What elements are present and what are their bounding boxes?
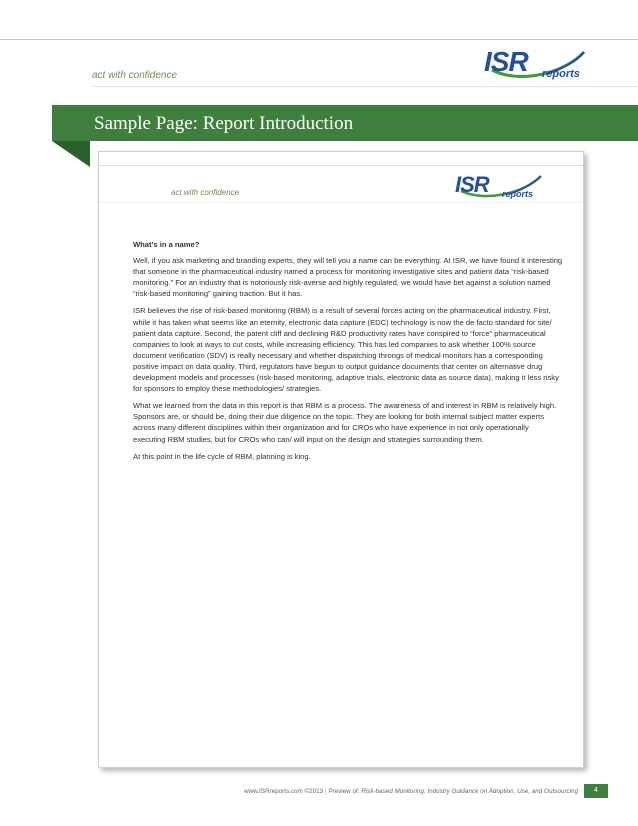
inner-tagline: act with confidence — [171, 188, 240, 197]
paragraph-1: Well, if you ask marketing and branding experts, they will tell you a name can be everything. At ISR, we have found it interesting that someone in the pharmaceutical industry named a process for monitoring investigative sites and patient data “risk-based monitoring.” For an industry that is notoriously risk-averse and highly regulated, we would have bet against a solution named “risk-based monitoring” gaining traction. But it has. — [133, 256, 563, 299]
logo-isr-text: ISR — [484, 46, 528, 77]
footer-preview-label: Preview of: — [328, 788, 360, 795]
inner-isr-reports-logo — [455, 170, 559, 202]
paragraph-3: What we learned from the data in this report is that RBM is a process. The awareness of and interest in RBM is relatively high. Sponsors are, or should be, doing their due diligence on the topic. They are looking for both internal subject matter experts across many different disciplines within their organization and for CROs who have experience in not only operationally executing RBM studies, but for CROs who can/ will input on the design and strategies surrounding them. — [133, 401, 557, 444]
inner-logo-reports-text: reports — [502, 189, 534, 199]
sample-page — [98, 151, 584, 768]
banner-title: Sample Page: Report Introduction — [94, 113, 354, 134]
page-number: 4 — [584, 784, 608, 798]
paragraph-4: At this point in the life cycle of RBM, planning is king. — [133, 451, 311, 461]
section-heading: What’s in a name? — [133, 240, 200, 249]
section-banner — [52, 105, 638, 141]
inner-top-rule — [99, 165, 583, 166]
top-rule — [0, 39, 638, 40]
header-tagline: act with confidence — [92, 70, 178, 81]
logo-reports-text: reports — [542, 68, 580, 80]
paragraph-2: ISR believes the rise of risk-based monitoring (RBM) is a result of several forces acting on the pharmaceutical industry. First, while it has taken what seems like an eternity, electronic data capture (EDC) technology is now the de facto standard for site/ patient data capture. Second, the patent cliff and declining R&D productivity rates have conspired to “force” pharmaceutical companies to look at ways to cut costs, while increasing efficiency. This has led companies to ask whether 100% source document verification (SDV) is really necessary and whether dispatching throngs of medical monitors has a corresponding positive impact on data quality. Third, regulators have begun to output guidance documents that center on alternative drug development models and processes (risk-based monitoring, adaptive trials, electronic data as source data), making it less risky for sponsors to employ these methodologies/ strategies. — [133, 306, 559, 394]
page-footer — [150, 788, 578, 795]
inner-header-divider — [99, 202, 583, 203]
header-divider — [92, 86, 638, 87]
report-introduction — [133, 239, 563, 468]
footer-separator: | — [324, 788, 327, 795]
footer-site-link[interactable]: www.ISRreports.com — [243, 788, 303, 795]
footer-copyright: ©2013 — [304, 788, 324, 795]
footer-report-title: Risk-based Monitoring: Industry Guidance on Adoption, Use, and Outsourcing — [361, 788, 578, 795]
inner-logo-isr-text: ISR — [455, 172, 489, 197]
isr-reports-logo — [484, 44, 604, 84]
banner-fold — [52, 141, 90, 167]
